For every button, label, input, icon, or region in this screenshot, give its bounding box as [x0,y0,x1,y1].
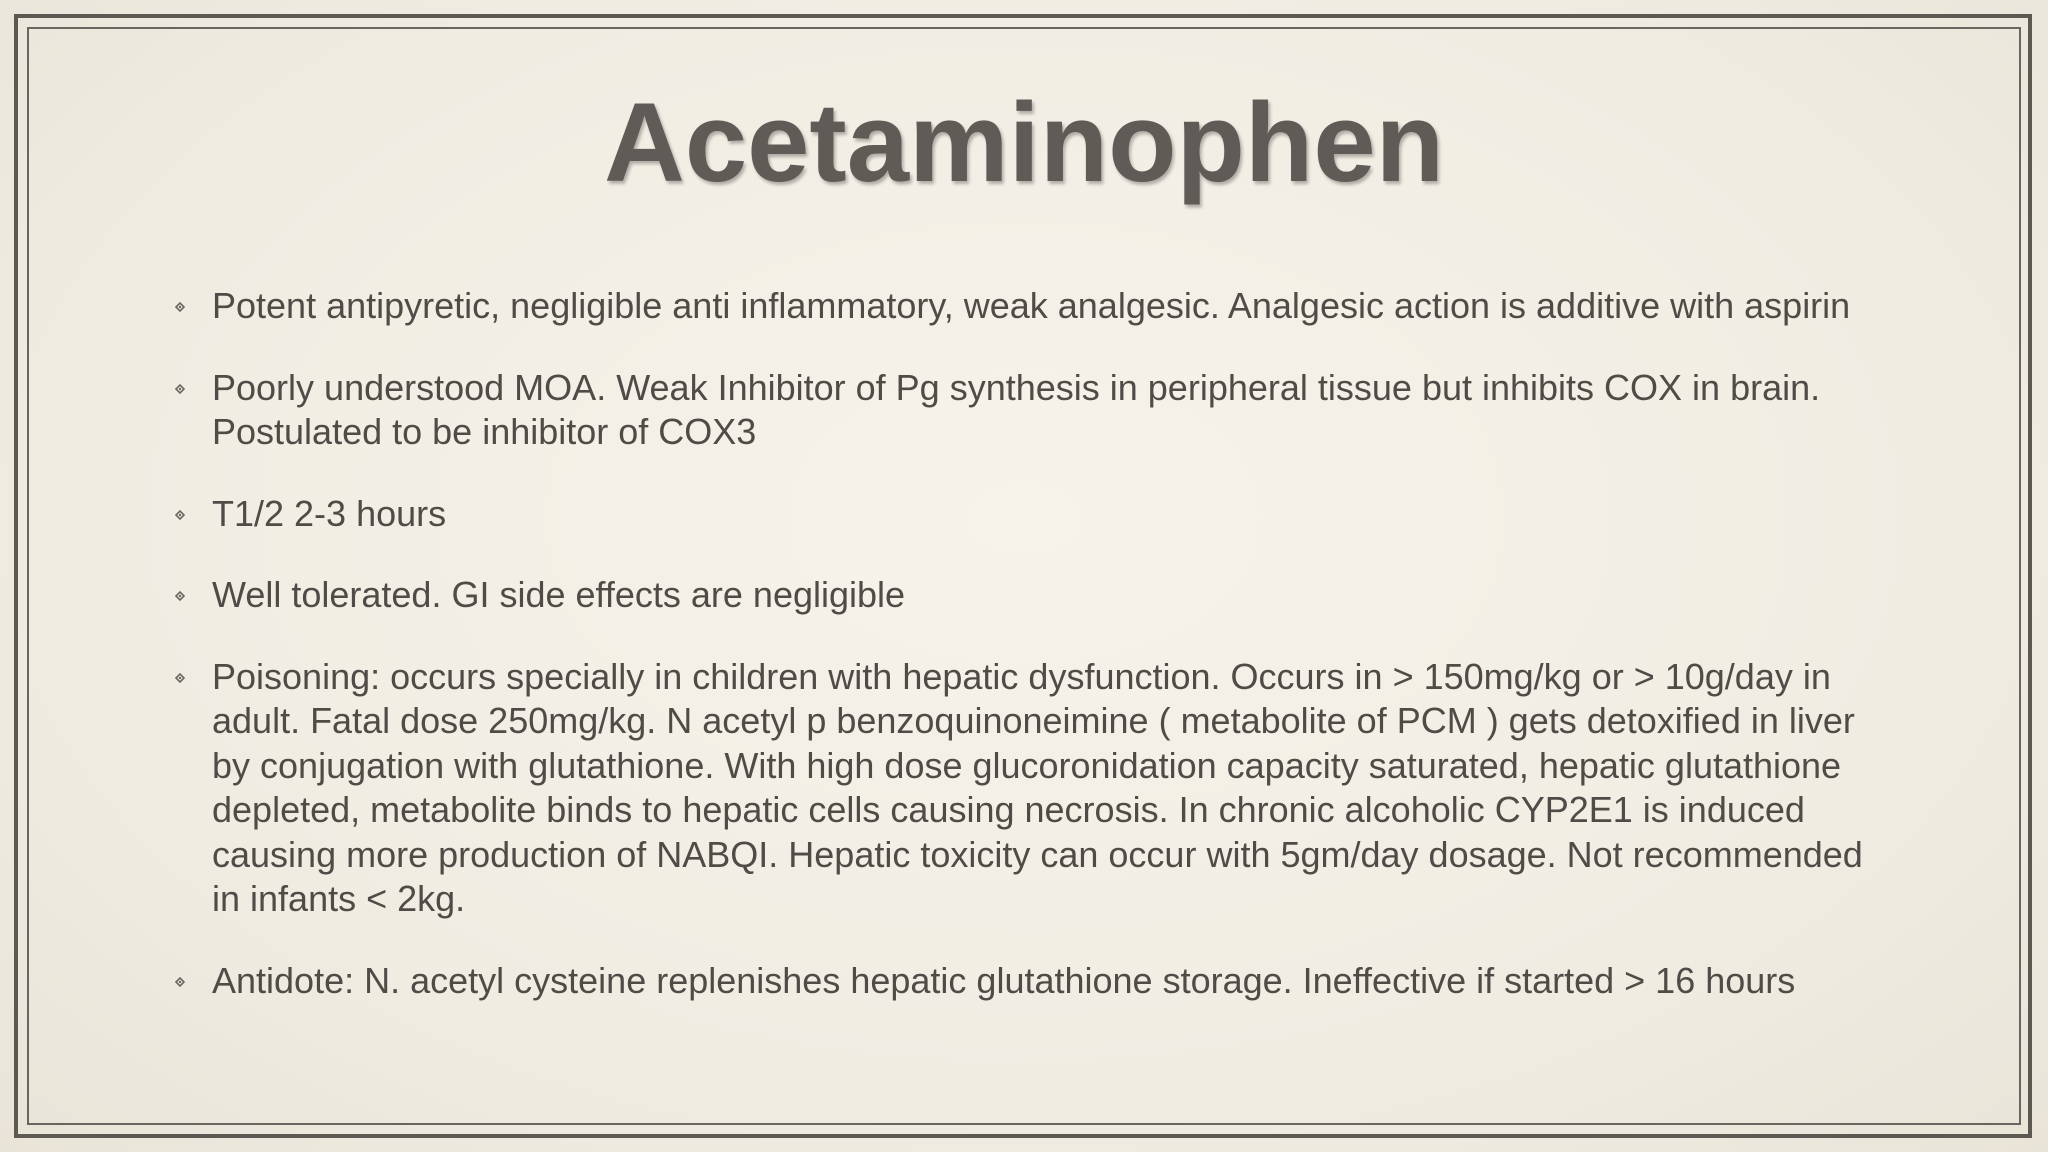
diamond-bullet-icon [174,672,186,684]
bullet-text: Poisoning: occurs specially in children with hepatic dysfunction. Occurs in > 150mg/kg or > 10g/day in adult. Fatal dose 250mg/kg. N acetyl p benzoquinoneimine ( metabolite of PCM ) gets detoxified in liver by conjugation with glutathione. With high dose glucoronidation capacity saturated, hepatic glutathione depleted, metabolite binds to hepatic cells causing necrosis. In chronic alcoholic CYP2E1 is induced causing more production of NABQI. Hepatic toxicity can occur with 5gm/day dosage. Not recommended in infants < 2kg. [212,655,1863,919]
bullet-item [172,959,1872,1004]
bullet-item [172,284,1872,329]
bullet-text: Poorly understood MOA. Weak Inhibitor of Pg synthesis in peripheral tissue but inhibits COX in brain. Postulated to be inhibitor of COX3 [212,366,1821,452]
bullet-list [172,284,1872,1040]
diamond-bullet-icon [174,976,186,988]
bullet-text: Antidote: N. acetyl cysteine replenishes hepatic glutathione storage. Ineffective if started > 16 hours [212,959,1796,1001]
bullet-text: T1/2 2-3 hours [212,492,447,534]
diamond-bullet-icon [174,301,186,313]
bullet-text: Well tolerated. GI side effects are negligible [212,574,906,615]
diamond-bullet-icon [174,383,186,395]
bullet-text: Potent antipyretic, negligible anti inflammatory, weak analgesic. Analgesic action is additive with aspirin [212,285,1851,326]
bullet-item [172,573,1872,618]
diamond-bullet-icon [174,590,186,602]
slide-title: Acetaminophen [603,80,1445,205]
diamond-bullet-icon [174,509,186,521]
bullet-item [172,655,1872,922]
bullet-item [172,366,1872,455]
bullet-item [172,492,1872,537]
